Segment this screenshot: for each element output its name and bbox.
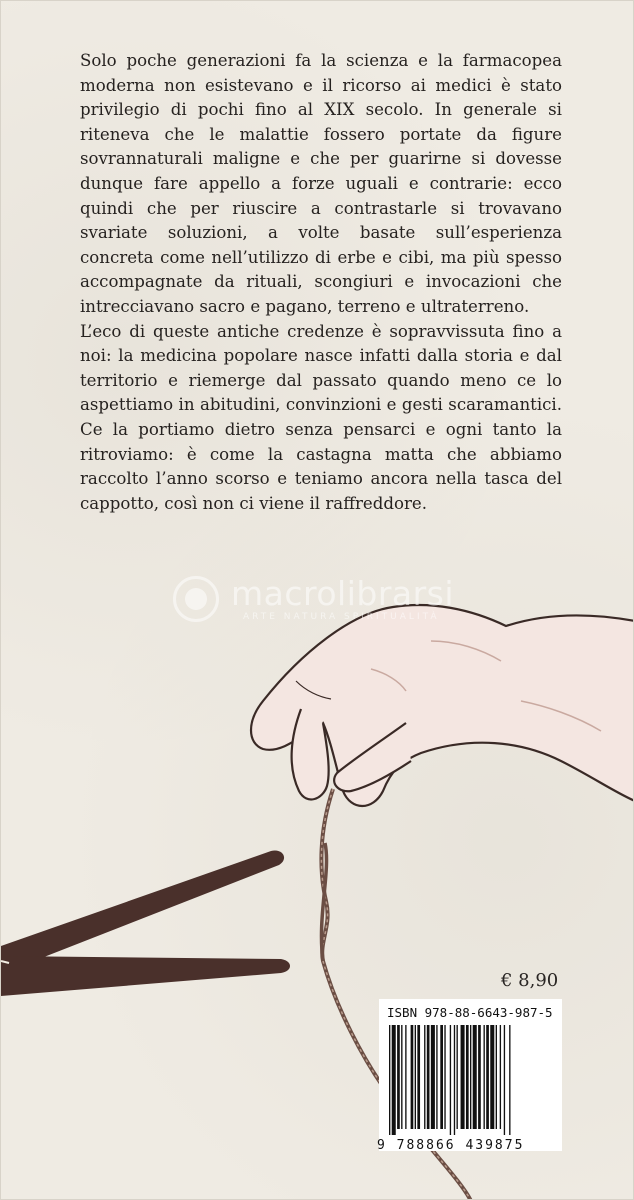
barcode <box>387 1025 555 1137</box>
blurb-paragraph-2: L’eco di queste antiche credenze è sopravvissuta fino a noi: la medicina popolare nasce infatti dalla storia e dal territorio e riemerge dal passato quando meno ce lo aspettiamo in abitudini, convinzioni e gesti scaramantici. Ce la portiamo dietro senza pensarci e ogni tanto la ritroviamo: è come la castagna matta che abbiamo raccolto l’anno scorso e teniamo ancora nella tasca del cappotto, così non ci viene il raffreddore. <box>80 321 562 513</box>
barcode-bar <box>417 1025 420 1129</box>
barcode-bar <box>484 1025 485 1129</box>
barcode-bar <box>454 1025 455 1135</box>
price: € 8,90 <box>501 970 559 991</box>
barcode-digits: 9 788866 439875 <box>377 1138 525 1153</box>
barcode-bar <box>415 1025 416 1129</box>
isbn-label: ISBN 978-88-6643-987-5 <box>387 1005 553 1020</box>
scissors-blade-bottom <box>1 956 290 996</box>
barcode-bar <box>450 1025 451 1135</box>
barcode-bar <box>440 1025 443 1129</box>
barcode-bar <box>397 1025 400 1129</box>
barcode-bar <box>405 1025 406 1129</box>
barcode-bar <box>431 1025 435 1129</box>
barcode-bar <box>486 1025 489 1129</box>
barcode-bar <box>490 1025 494 1129</box>
watermark <box>173 574 473 626</box>
barcode-bar <box>411 1025 414 1129</box>
leaf-logo-icon <box>173 576 219 622</box>
barcode-bar <box>466 1025 469 1129</box>
scissors-blade-top <box>1 850 284 969</box>
barcode-bar <box>504 1025 505 1135</box>
blurb-paragraph-1: Solo poche generazioni fa la scienza e la farmacopea moderna non esistevano e il ricorso ai medici è stato privilegio di pochi fino al XIX secolo. In generale si riteneva che le malattie fossero portate da figure sovrannaturali maligne e che per guarirne si dovesse dunque fare appello a forze uguali e contrarie: ecco quindi che per riuscire a contrastarle si trovavano svariate soluzioni, a volte basate sull’esperienza concreta come nell’utilizzo di erbe e cibi, ma più spesso accompagnate da rituali, scongiuri e invocazioni che intrecciavano sacro e pagano, terreno e ultraterreno. <box>80 51 562 316</box>
barcode-bar <box>389 1025 390 1135</box>
watermark-name: macrolibrarsi <box>231 574 455 613</box>
barcode-bar <box>392 1025 396 1135</box>
barcode-bar <box>478 1025 481 1129</box>
barcode-bar <box>461 1025 465 1129</box>
barcode-bar <box>457 1025 458 1129</box>
barcode-bar <box>470 1025 471 1129</box>
barcode-bar <box>496 1025 497 1129</box>
barcode-bar <box>444 1025 445 1129</box>
barcode-bar <box>401 1025 402 1129</box>
barcode-bar <box>427 1025 430 1129</box>
barcode-bar <box>500 1025 501 1129</box>
barcode-bar <box>509 1025 510 1135</box>
barcode-bar <box>424 1025 425 1129</box>
barcode-bar <box>436 1025 437 1129</box>
watermark-tagline: ARTE NATURA SPIRITUALITÀ <box>243 612 440 622</box>
barcode-bar <box>473 1025 477 1129</box>
